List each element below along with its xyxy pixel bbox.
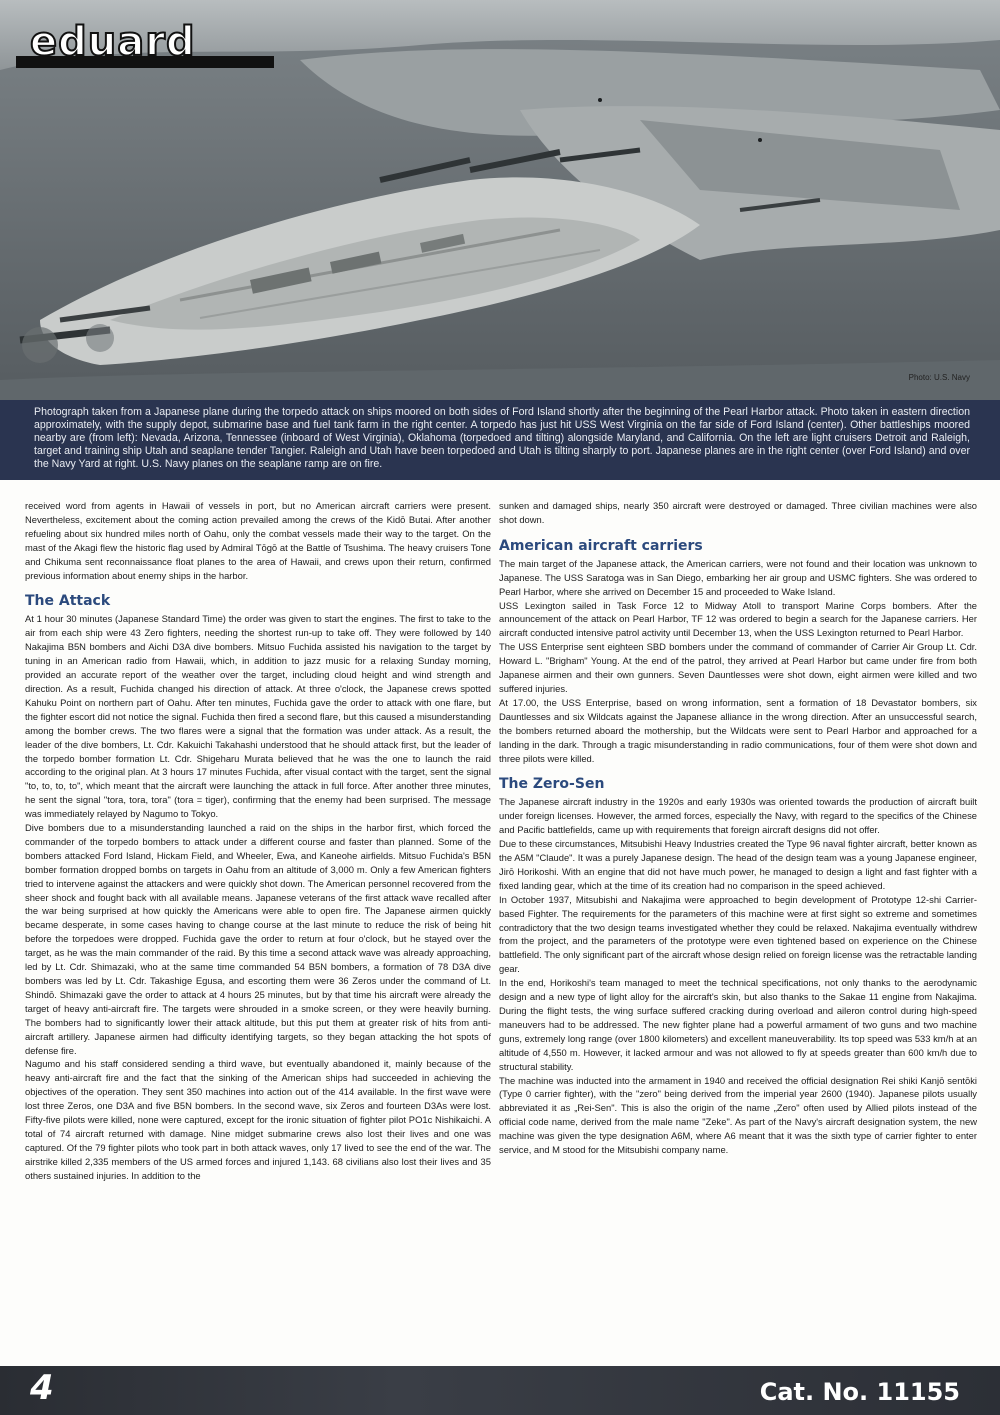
eduard-logo bbox=[16, 19, 274, 70]
carriers-paragraph-3: The USS Enterprise sent eighteen SBD bombers under the command of commander of Carrier Air Group Lt. Cdr. Howard L. "Brigham" Young. At the end of the patrol, they arrived at Pearl Harbor but came under fire from both Japanese airmen and their own gunners. Seven Dauntlesses were shot down, eight airmen were killed and two suffered injuries. bbox=[499, 641, 977, 694]
continuation-paragraph: sunken and damaged ships, nearly 350 aircraft were destroyed or damaged. Three civilian machines were also shot down. bbox=[499, 500, 977, 525]
zero-paragraph-5: The machine was inducted into the armament in 1940 and received the official designation Rei shiki Kanjō sentōki (Type 0 carrier fighter), with the "zero" being derived from the imperial year 2600 (1940). Japanese pilots usually abbreviated it as „Rei-Sen". This is also the origin of the name „Zero" often used by Allied pilots instead of the official code name, derived from the male name "Zeke". As part of the Navy's aircraft designation system, the new machine was given the type designation A6M, where A6 meant that it was the sixth type of carrier fighter to enter service, and M stood for the Mitsubishi company name. bbox=[499, 1074, 977, 1156]
carriers-paragraph-4: At 17.00, the USS Enterprise, based on wrong information, sent a formation of 18 Devastator bombers, six Dauntlesses and six Wildcats against the Japanese alliance in the wrong direction. After an unsuccessful search, the bombers returned aboard the mothership, but the Wildcats were sent to Pearl Harbor and approached for a landing in the dark. Through a tragic misunderstanding in radio communications, four of them were shot down and three pilots were killed. bbox=[499, 696, 977, 764]
zero-paragraph-1: The Japanese aircraft industry in the 1920s and early 1930s was oriented towards the production of aircraft built under foreign licenses. However, the armed forces, especially the Navy, with regard to the specifics of the Chinese and Pacific battlefields, came up with requirements that foreign aircraft designs did not offer. bbox=[499, 796, 977, 836]
attack-paragraph-1: At 1 hour 30 minutes (Japanese Standard Time) the order was given to start the engines. The first to take to the air from each ship were 43 Zero fighters, needing the shortest run-up to take off. They were followed by 140 Nakajima B5N bombers and Aichi D3A dive bombers. Mitsuo Fuchida assisted his navigation to the target by tuning in an American radio from Hawaii, which, in addition to jazz music for a relaxing Sunday morning, provided an accurate report of the weather over the target, including cloud height and wind strength and direction. As a result, Fuchida changed his direction of attack. At three o'clock, the Japanese crews spotted Kahuku Point on northern part of Oahu. After ten minutes, Fuchida gave the order to attack with one flare, but the fighter escort did not notice the signal. Fuchida then fired a second flare, but this caused a misunderstanding among the bomber crews. The two flares were a signal that the formation was under attack. As a result, the leader of the dive bombers, Lt. Cdr. Kakuichi Takahashi understood that he should attack first, but the leader of the torpedo bomber formation Lt. Cdr. Shigeharu Murata believed that he was the one to launch the raid according to the original plan. At 3 hours 17 minutes Fuchida, after visual contact with the target, sent the signal "to, to, to, to", which meant that the aircraft were launching the attack in full force. After another three minutes, he sent the signal "tora, tora, tora" (tora = tiger), confirming that the enemy had been surprised. The message was immediately relayed by Nagumo to Tokyo. bbox=[25, 613, 491, 820]
attack-paragraph-3: Nagumo and his staff considered sending a third wave, but eventually abandoned it, mainly because of the heavy anti-aircraft fire and the fact that the sinking of the American ships had succeeded in achieving the objectives of the operation. They sent 350 machines into action out of the 414 available. In the first wave were lost three Zeros, one D3A and five B5N bombers. In the second wave, six Zeros and fourteen D3As were lost. Fifty-five pilots were killed, none were captured, except for the ironic situation of fighter pilot PO1c Nishikaichi. A total of 74 aircraft returned with damage. Nine midget submarine crews also lost their lives and one was captured. Of the 79 fighter pilots who took part in both attack waves, only 17 lived to see the end of the war. The airstrike killed 2,335 members of the US armed forces and injured 1,143. 68 civilians also lost their lives and 35 others sustained injuries. In addition to the bbox=[25, 1058, 491, 1181]
catalog-number: Cat. No. 11155 bbox=[759, 1378, 960, 1406]
photo-caption: Photograph taken from a Japanese plane during the torpedo attack on ships moored on both sides of Ford Island shortly after the beginning of the Pearl Harbor attack. Photo taken in eastern direction approximately, with the supply depot, submarine base and fuel tank farm in the right center. A torpedo has just hit USS West Virginia on the far side of Ford Island (center). Other battleships moored nearby are (from left): Nevada, Arizona, Tennessee (inboard of West Virginia), Oklahoma (torpedoed and tilting) alongside Maryland, and California. On the left are light cruisers Detroit and Raleigh, target and training ship Utah and seaplane tender Tangier. Raleigh and Utah have been torpedoed and Utah is tilting sharply to port. Japanese planes are in the right center (over Ford Island) and over the Navy Yard at right. U.S. Navy planes on the seaplane ramp are on fire. bbox=[34, 406, 970, 470]
zero-paragraph-3: In October 1937, Mitsubishi and Nakajima were approached to begin development of Prototype 12-shi Carrier-based Fighter. The requirements for the parameters of this machine were at first sight so extreme and sometimes contradictory that the two design teams investigated whether they could be relaxed. Nakajima eventually withdrew from the project, and the parameters of the prototype were even tightened based on experience on the Chinese battlefield. The only significant part of the aircraft whose design relied on foreign license was the retractable landing gear. bbox=[499, 893, 977, 975]
intro-paragraph: received word from agents in Hawaii of vessels in port, but no American aircraft carriers were present. Nevertheless, excitement about the coming action prevailed among the crews of the Kidō Butai. After another refueling about six hundred miles north of Oahu, only the combat vessels made their way to the target. On the mast of the Akagi flew the historic flag used by Admiral Tōgō at the Battle of Tsushima. The heavy cruisers Tone and Chikuma sent reconnaissance float planes to the area of Hawaii, and crews upon their return, confirmed previous information about enemy ships in the harbor. bbox=[25, 500, 491, 581]
page-number: 4 bbox=[30, 1368, 54, 1408]
carriers-paragraph-1: The main target of the Japanese attack, the American carriers, were not found and their location was unknown to Japanese. The USS Saratoga was in San Diego, embarking her air group and USMC fighters. She was ordered to Pearl Harbor, where she arrived on December 15 and proceeded to Wake Island. bbox=[499, 557, 977, 597]
left-column bbox=[25, 499, 491, 1183]
right-column bbox=[499, 499, 977, 1157]
section-heading-attack: The Attack bbox=[25, 593, 111, 610]
pearl-harbor-aerial-photo bbox=[0, 0, 1000, 400]
logo-text: eduard bbox=[30, 19, 196, 65]
photo-caption-box bbox=[0, 400, 1000, 480]
attack-paragraph-2: Dive bombers due to a misunderstanding launched a raid on the ships in the harbor first, which forced the commander of the torpedo bombers to attack under a different course and faster than planned. Some of the bombers attacked Ford Island, Hickam Field, and Wheeler, Ewa, and Kaneohe airfields. Mitsuo Fuchida's B5N bomber formation dropped bombs on targets in Oahu from an altitude of 3,000 m. Only a few American fighters tried to intervene against the attackers and were quickly shot down. The American personnel recovered from the sheer shock and fought back with all available means. Japanese veterans of the first attack wave recalled after the war being surprised at how quickly the Americans were able to open fire. The Japanese airmen quickly became desperate, in some cases having to change course at the last minute to reduce the risk of being hit before the torpedoes were dropped. Fuchida gave the order to return at four o'clock, but he stayed over the target, as he was the main commander of the raid. By this time a second attack wave was already approaching, led by Lt. Cdr. Shimazaki, who at the same time commanded 54 B5N bombers, a formation of 78 D3A dive bombers was led by Lt. Cdr. Takashige Egusa, and escorting them were 36 Zeros under the command of Lt. Shindō. Shimazaki gave the order to attack at 4 hours 25 minutes, but by that time his aircraft were already the target of heavy anti-aircraft fire. The targets were shrouded in a smoke screen, or they were heavily burning. The bombers had to significantly lower their attack altitude, but this put them at greater risk of hits from anti-aircraft artillery. Japanese airmen had difficulty identifying targets, so they began attacking the hot spots of defense fire. bbox=[25, 822, 491, 1056]
section-heading-carriers: American aircraft carriers bbox=[499, 537, 703, 554]
zero-paragraph-2: Due to these circumstances, Mitsubishi Heavy Industries created the Type 96 naval fighter aircraft, better known as the A5M "Claude". It was a purely Japanese design. The head of the design team was a young Japanese engineer, Jirō Horikoshi. With an engine that did not have much power, he managed to design a light and fast fighter with a fixed landing gear, which at the time of its creation had no comparison in the speed achieved. bbox=[499, 838, 977, 891]
photo-credit: Photo: U.S. Navy bbox=[908, 373, 970, 382]
carriers-paragraph-2: USS Lexington sailed in Task Force 12 to Midway Atoll to transport Marine Corps bombers. After the announcement of the attack on Pearl Harbor, TF 12 was ordered to begin a search for the Japanese carriers. Her aircraft conducted intensive patrol activity until December 13, when the USS Lexington returned to Pearl Harbor. bbox=[499, 599, 977, 639]
zero-paragraph-4: In the end, Horikoshi's team managed to meet the technical specifications, not only thanks to the aerodynamic design and a new type of light alloy for the aircraft's skin, but also thanks to the Sakae 11 engine from Nakajima. During the flight tests, the wing surface suffered cracking during overload and aileron control during high-speed maneuvers had to be addressed. The new fighter plane had a powerful armament of two guns and two machine guns, extremely long range (over 1800 kilometers) and excellent maneuverability. Its top speed was 533 km/h at an altitude of 4,550 m. However, it lacked armour and was not allowed to fly at speeds greater than 600 km/h due to structural stability. bbox=[499, 977, 977, 1072]
page-footer bbox=[0, 1366, 1000, 1415]
section-heading-zero-sen: The Zero-Sen bbox=[499, 776, 605, 793]
